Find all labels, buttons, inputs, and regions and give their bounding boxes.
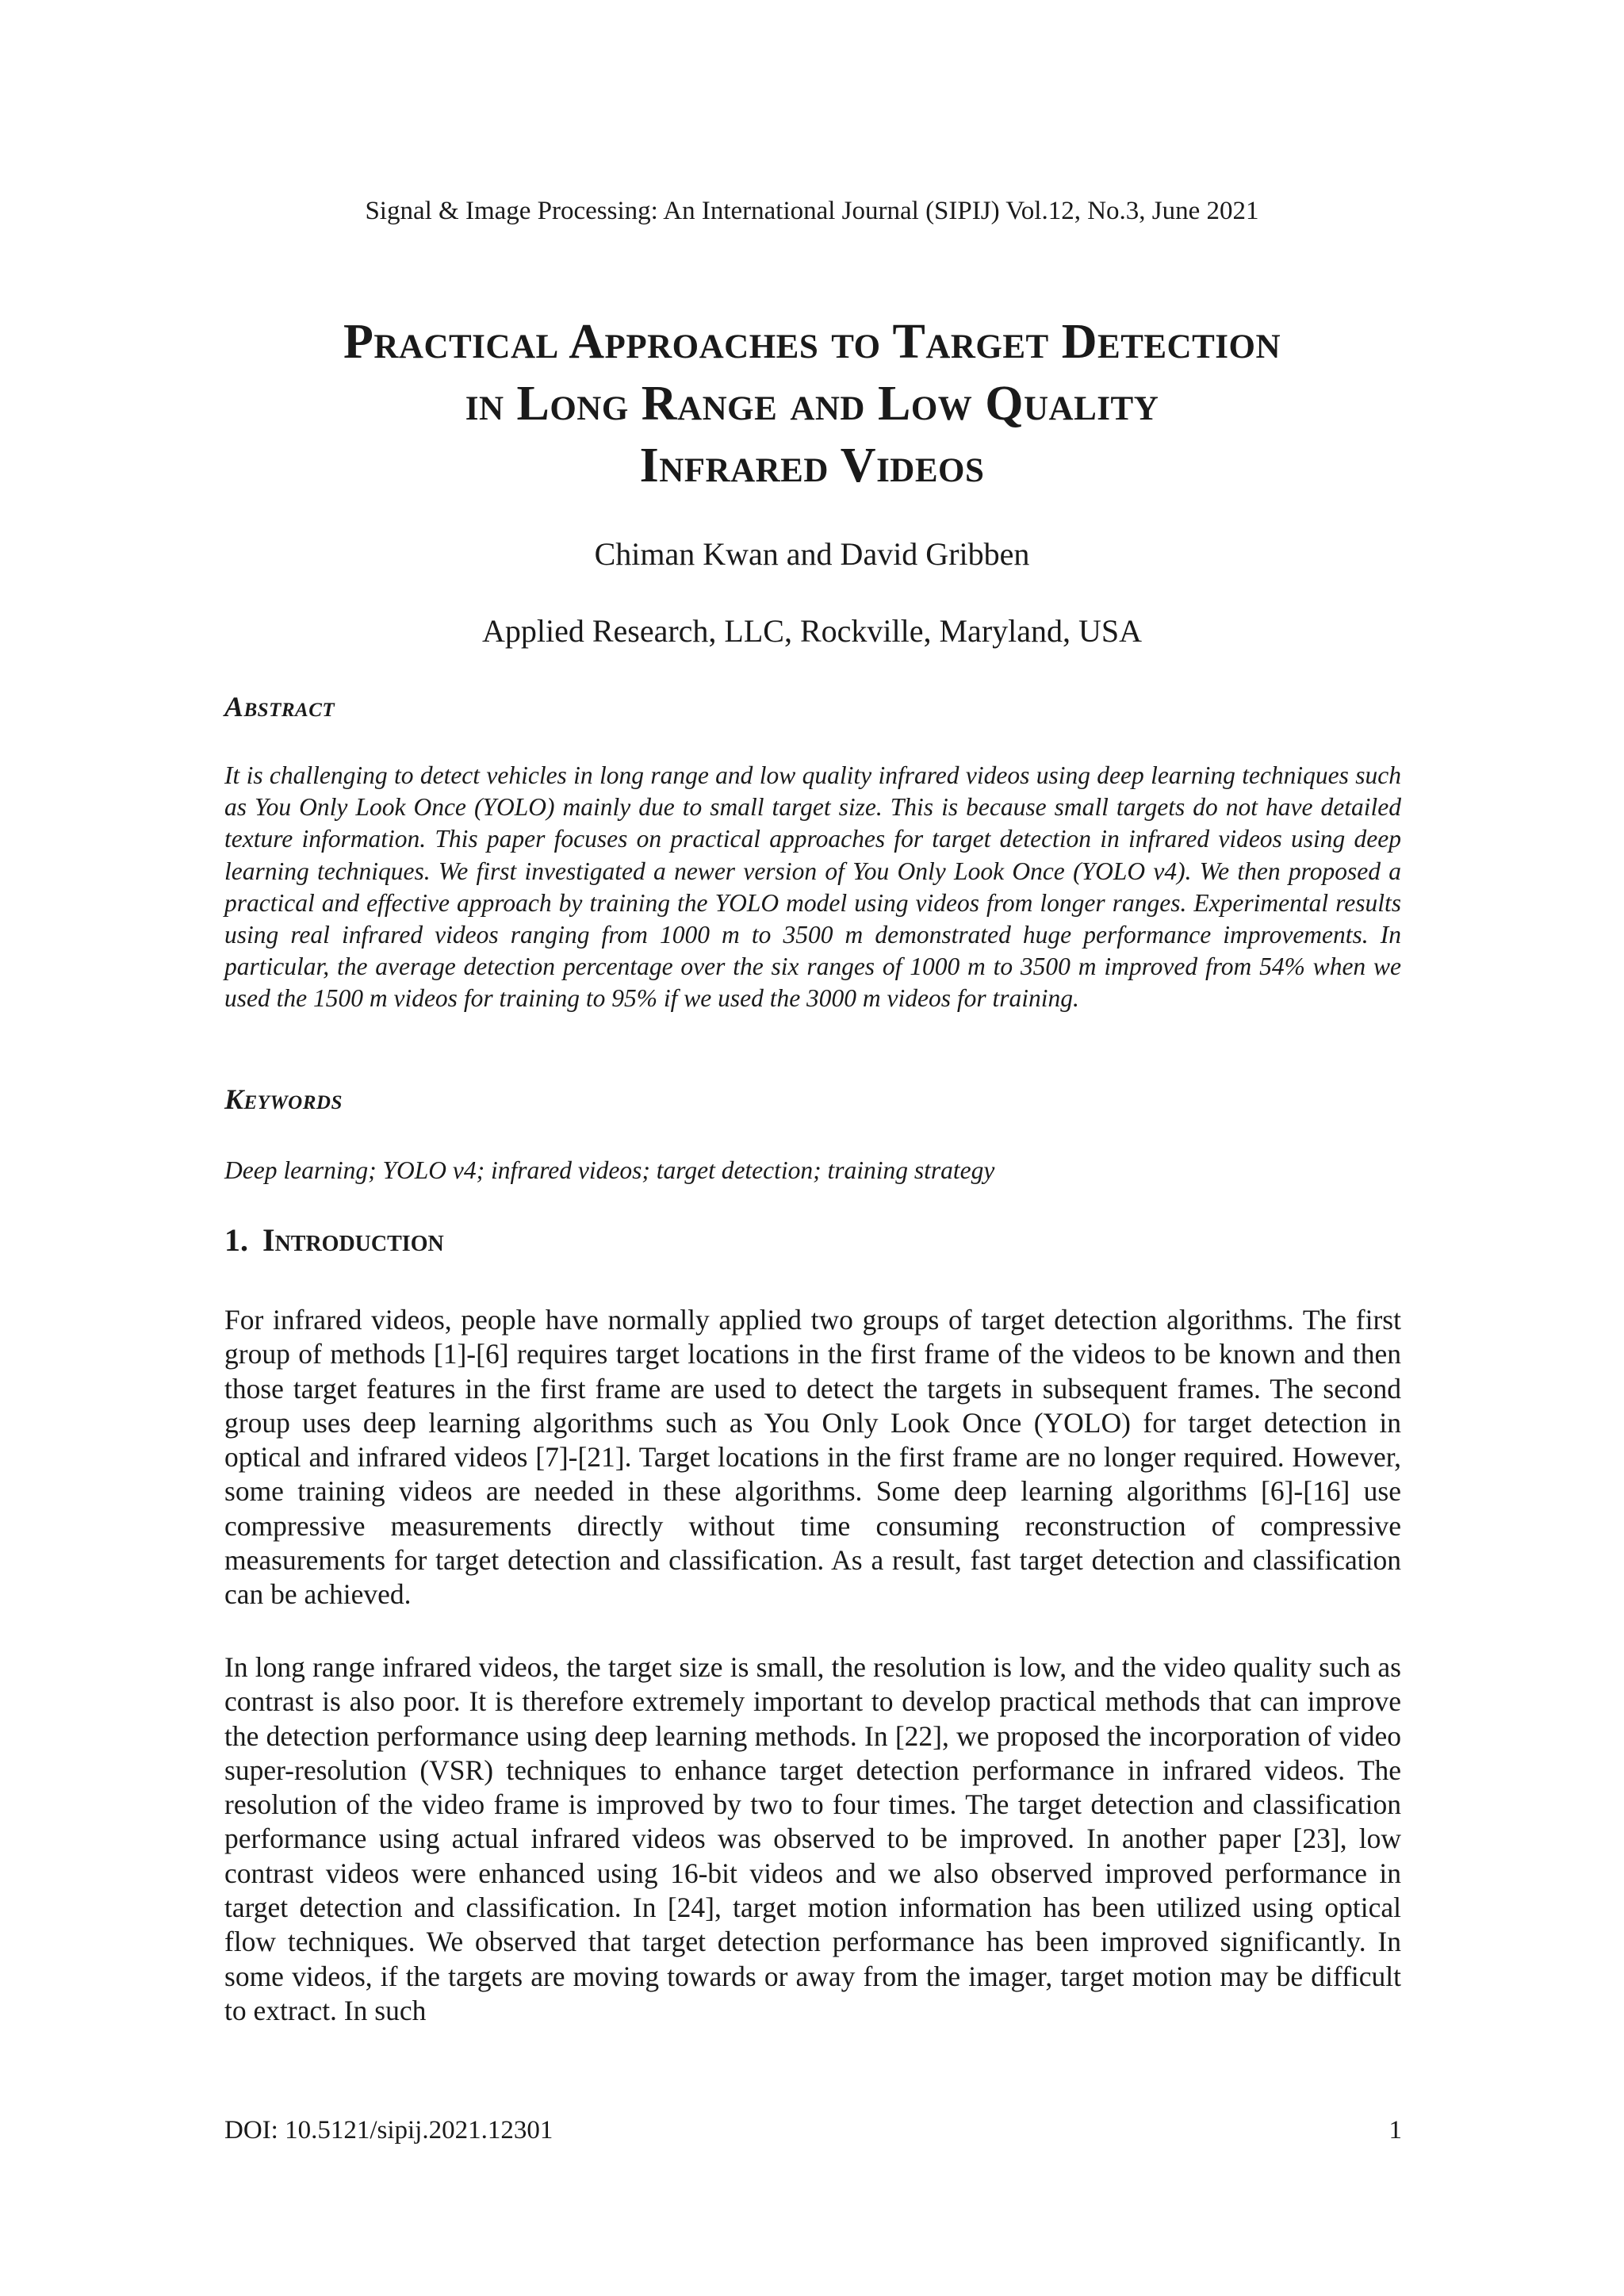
running-header: Signal & Image Processing: An International Journal (SIPIJ) Vol.12, No.3, June 2021: [365, 197, 1259, 225]
page-number: 1: [1388, 2116, 1402, 2145]
abstract-text: It is challenging to detect vehicles in long range and low quality infrared videos using deep learning techniques such as You Only Look Once (YOLO) mainly due to small target size. This is because small targets do not have detailed texture information. This paper focuses on practical approaches for target detection in infrared videos using deep learning techniques. We first investigated a newer version of You Only Look Once (YOLO v4). We then proposed a practical and effective approach by training the YOLO model using videos from longer ranges. Experimental results using real infrared videos ranging from 1000 m to 3500 m demonstrated huge performance improvements. In particular, the average detection percentage over the six ranges of 1000 m to 3500 m improved from 54% when we used the 1500 m videos for training to 95% if we used the 3000 m videos for training.: [224, 761, 1401, 1013]
intro-paragraph-2: In long range infrared videos, the target size is small, the resolution is low, and the video quality such as contrast is also poor. It is therefore extremely important to develop practical methods that can improve the detection performance using deep learning methods. In [22], we proposed the incorporation of video super-resolution (VSR) techniques to enhance target detection performance in infrared videos. The resolution of the video frame is improved by two to four times. The target detection and classification performance using actual infrared videos was observed to be improved. In another paper [23], low contrast videos were enhanced using 16-bit videos and we also observed improved performance in target detection and classification. In [24], target motion information has been utilized using optical flow techniques. We observed that target detection performance has been improved significantly. In some videos, if the targets are moving towards or away from the imager, target motion may be difficult to extract. In such: [224, 1651, 1401, 2026]
abstract-heading: Abstract: [224, 691, 335, 723]
section-title: Introduction: [262, 1222, 444, 1258]
title-line-1: Practical Approaches to Target Detection: [343, 315, 1281, 369]
intro-paragraph-1: For infrared videos, people have normally applied two groups of target detection algorithms. The first group of methods [1]-[6] requires target locations in the first frame of the videos to be known and then those target features in the first frame are used to detect the targets in subsequent frames. The second group uses deep learning algorithms such as You Only Look Once (YOLO) for target detection in optical and infrared videos [7]-[21]. Target locations in the first frame are no longer required. However, some training videos are needed in these algorithms. Some deep learning algorithms [6]-[16] use compressive measurements directly without time consuming reconstruction of compressive measurements for target detection and classification. As a result, fast target detection and classification can be achieved.: [224, 1304, 1401, 1611]
title-line-2: in Long Range and Low Quality: [465, 377, 1159, 431]
paper-title: [159, 311, 1465, 496]
footer-doi: DOI: 10.5121/sipij.2021.12301: [224, 2116, 553, 2145]
affiliation: Applied Research, LLC, Rockville, Maryland, USA: [481, 613, 1143, 649]
introduction-heading: [224, 1221, 444, 1259]
keywords-text: Deep learning; YOLO v4; infrared videos; target detection; training strategy: [224, 1156, 995, 1184]
keywords-heading: Keywords: [224, 1083, 343, 1115]
title-line-3: Infrared Videos: [639, 439, 985, 493]
section-number: 1.: [224, 1222, 248, 1258]
authors: Chiman Kwan and David Gribben: [594, 536, 1030, 572]
